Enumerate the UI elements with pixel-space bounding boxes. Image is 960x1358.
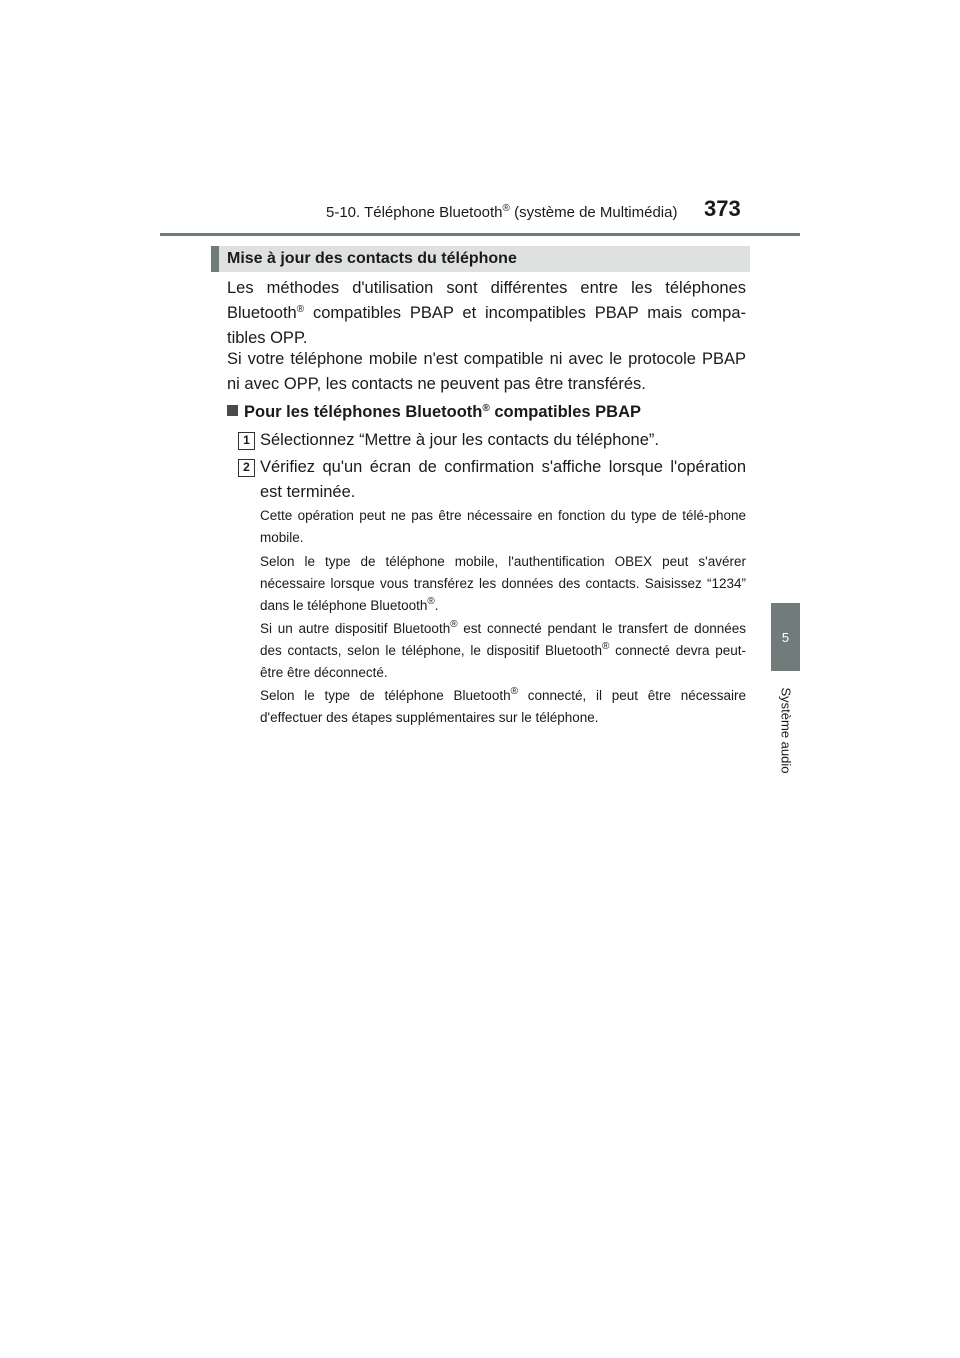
chapter-tab: 5 xyxy=(771,603,800,671)
subheading xyxy=(227,400,747,424)
step-number-2: 2 xyxy=(238,459,255,477)
note-2-end: . xyxy=(434,598,439,613)
header-divider xyxy=(160,233,800,236)
compatibility-paragraph: Si votre téléphone mobile n'est compatible ni avec le protocole PBAP ni avec OPP, les contacts ne peuvent pas être transférés. xyxy=(227,350,746,393)
note-1: Cette opération peut ne pas être nécessaire en fonction du type de télé-phone mobile. xyxy=(260,508,746,545)
registered-mark: ® xyxy=(602,641,610,652)
note-4-text: Selon le type de téléphone Bluetooth xyxy=(260,688,511,703)
step-text-2: Vérifiez qu'un écran de confirmation s'affiche lorsque l'opération est terminée. xyxy=(260,458,746,501)
intro-text-cont: compatibles PBAP et incompatibles PBAP mais compa-tibles OPP. xyxy=(227,304,746,347)
registered-mark: ® xyxy=(510,686,518,697)
registered-mark: ® xyxy=(427,596,435,607)
chapter-label xyxy=(772,680,800,780)
chapter-label-text: Système audio xyxy=(778,687,794,773)
section-heading: Mise à jour des contacts du téléphone xyxy=(211,246,750,272)
note-3-text-cont: est connecté pendant le transfert de données des contacts, selon le téléphone, le dispositif Bluetooth xyxy=(260,621,746,658)
note-3-text: Si un autre dispositif Bluetooth xyxy=(260,621,451,636)
subheading-text-cont: compatibles PBAP xyxy=(489,403,642,421)
note-2 xyxy=(260,551,746,617)
registered-mark: ® xyxy=(450,619,458,630)
note-3-end: connecté devra peut-être être déconnecté. xyxy=(260,643,746,680)
intro-paragraph xyxy=(227,276,746,351)
page-number: 373 xyxy=(704,196,741,221)
header-title-suffix: (système de Multimédia) xyxy=(509,204,678,221)
subheading-text: Pour les téléphones Bluetooth xyxy=(244,403,483,421)
note-4 xyxy=(260,685,746,729)
header-title-text: 5-10. Téléphone Bluetooth xyxy=(326,204,503,221)
note-4-end: connecté, il peut être nécessaire d'effectuer des étapes supplémentaires sur le téléphone. xyxy=(260,688,746,725)
note-3 xyxy=(260,618,746,684)
registered-mark: ® xyxy=(502,203,510,214)
registered-mark: ® xyxy=(296,304,305,315)
note-2-text: Selon le type de téléphone mobile, l'authentification OBEX peut s'avérer nécessaire lorsque vous transférez les données des contacts. Saisissez “1234” dans le téléphone Bluetooth xyxy=(260,554,746,613)
registered-mark: ® xyxy=(482,403,490,414)
step-number-1: 1 xyxy=(238,432,255,450)
running-header xyxy=(326,204,677,221)
intro-text: Les méthodes d'utilisation sont différentes entre les téléphones Bluetooth xyxy=(227,279,746,322)
step-text-1: Sélectionnez “Mettre à jour les contacts du téléphone”. xyxy=(260,431,659,449)
square-bullet-icon xyxy=(227,405,238,416)
